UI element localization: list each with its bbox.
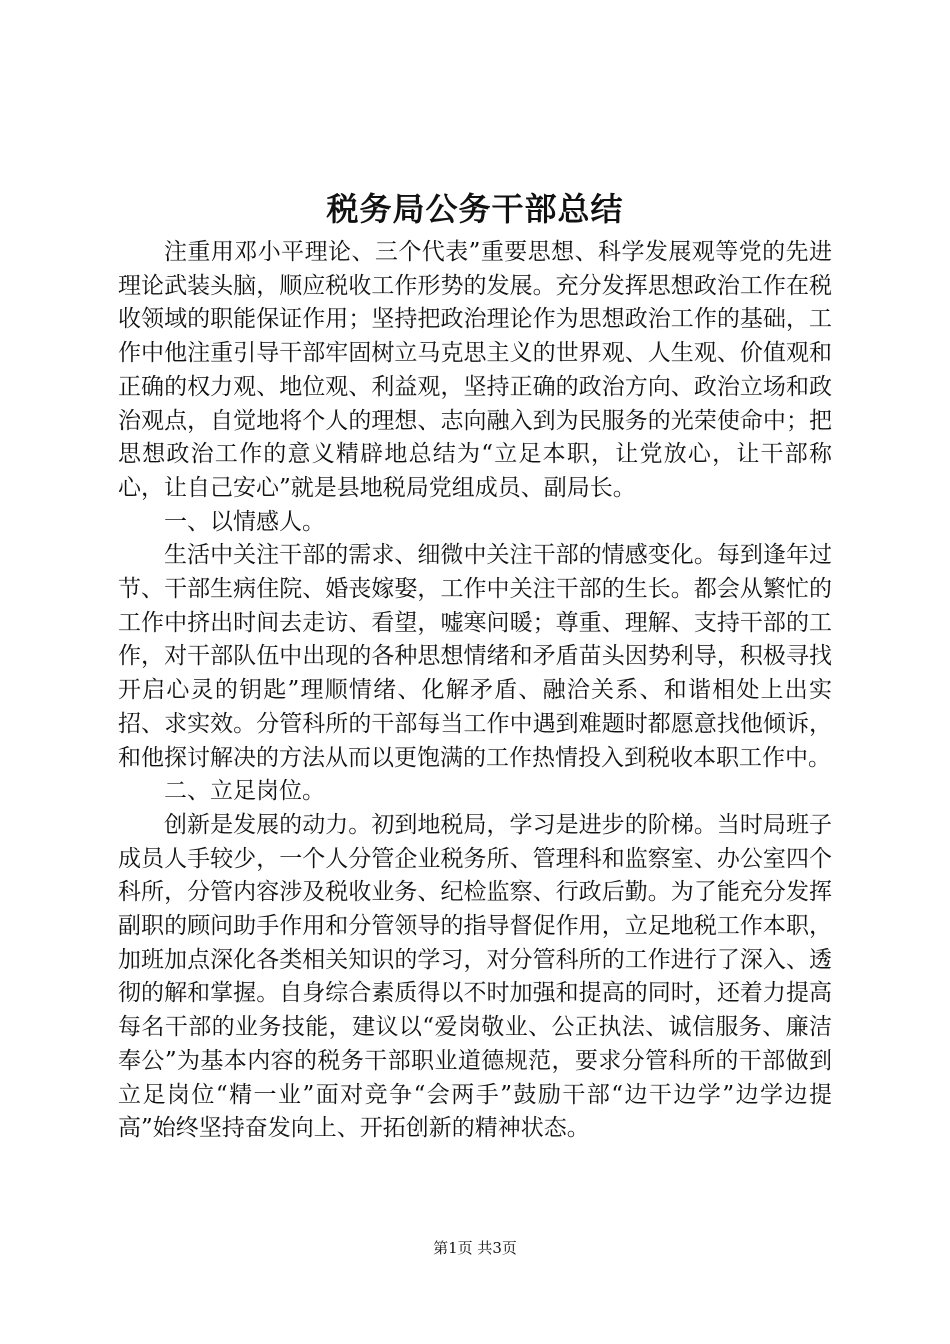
paragraph-section-2: 创新是发展的动力。初到地税局，学习是进步的阶梯。当时局班子成员人手较少，一个人分管企业税务所、管理科和监察室、办公室四个科所，分管内容涉及税收业务、纪检监察、行政后勤。为了能充分发挥副职的顾问助手作用和分管领导的指导督促作用，立足地税工作本职，加班加点深化各类相关知识的学习，对分管科所的工作进行了深入、透彻的解和掌握。自身综合素质得以不时加强和提高的同时，还着力提高每名干部的业务技能，建议以“爱岗敬业、公正执法、诚信服务、廉洁奉公”为基本内容的税务干部职业道德规范，要求分管科所的干部做到立足岗位“精一业”面对竞争“会两手”鼓励干部“边干边学”边学边提高”始终坚持奋发向上、开拓创新的精神状态。 xyxy=(118,811,832,1142)
section-heading-2: 二、立足岗位。 xyxy=(164,778,325,805)
page-number-footer: 第1页 共3页 xyxy=(433,1239,517,1257)
paragraph-intro: 注重用邓小平理论、三个代表”重要思想、科学发展观等党的先进理论武装头脑，顺应税收工作形势的发展。充分发挥思想政治工作在税收领域的职能保证作用；坚持把政治理论作为思想政治工作的基础，工作中他注重引导干部牢固树立马克思主义的世界观、人生观、价值观和正确的权力观、地位观、利益观，坚持正确的政治方向、政治立场和政治观点，自觉地将个人的理想、志向融入到为民服务的光荣使命中；把思想政治工作的意义精辟地总结为“立足本职，让党放心，让干部称心，让自己安心”就是县地税局党组成员、副局长。 xyxy=(118,239,832,501)
document-body xyxy=(118,236,832,1146)
paragraph-section-1: 生活中关注干部的需求、细微中关注干部的情感变化。每到逢年过节、干部生病住院、婚丧嫁娶，工作中关注干部的生长。都会从繁忙的工作中挤出时间去走访、看望，嘘寒问暖；尊重、理解、支持干部的工作，对干部队伍中出现的各种思想情绪和矛盾苗头因势利导，积极寻找开启心灵的钥匙”理顺情绪、化解矛盾、融洽关系、和谐相处上出实招、求实效。分管科所的干部每当工作中遇到难题时都愿意找他倾诉，和他探讨解决的方法从而以更饱满的工作热情投入到税收本职工作中。 xyxy=(118,542,832,771)
section-heading-1: 一、以情感人。 xyxy=(164,508,325,535)
document-title: 税务局公务干部总结 xyxy=(326,190,624,228)
